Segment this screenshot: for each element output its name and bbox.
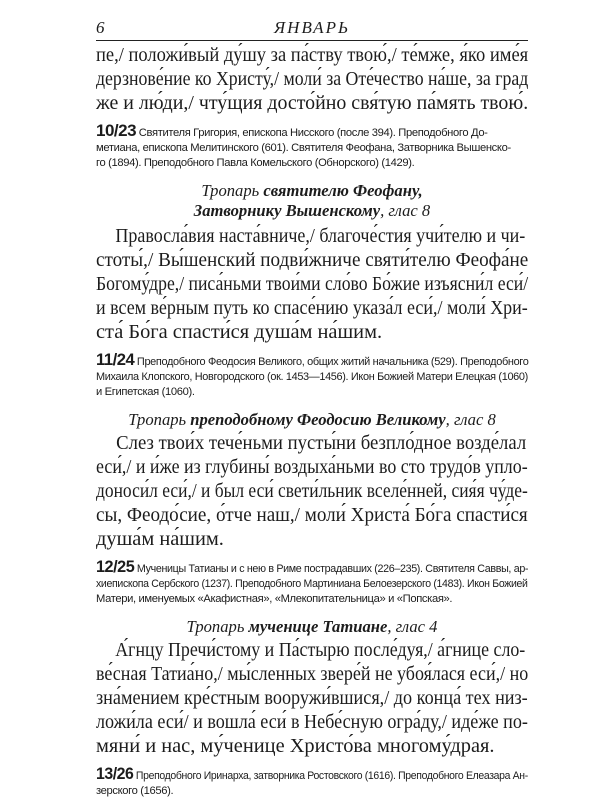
troparion-heading-tatiana: Тропарь мученице Татиане, глас 4 xyxy=(186,617,438,637)
prayer-line: пе,/ положи́вый ду́шу за па́ству твою́,/ те́мже, я́ко име́я xyxy=(96,44,529,66)
month-title: ЯНВАРЬ xyxy=(274,18,350,37)
prayer-line: мяни́ и нас, му́ченице Христо́ва многому́драя. xyxy=(96,734,495,757)
commemoration-line: хиепископа Сербского (1237). Преподобного Мартиниана Белоезерского (1483). Икон Божией xyxy=(96,578,528,591)
prayer-line: Богому́дре,/ писа́ньми твои́ми сло́во Бо́жие изъясни́л еси́/ xyxy=(96,272,529,295)
prayer-text-continued xyxy=(96,44,528,115)
prayer-line: доноси́л еси́,/ и был еси́ свети́льник вселе́нней, сия́я чу́де- xyxy=(96,479,528,502)
troparion-heading-feodosy: Тропарь преподобному Феодосию Великому, глас 8 xyxy=(128,410,496,430)
prayer-line: же и лю́ди,/ чту́щия досто́йно свя́тую па́мять твою́. xyxy=(96,91,529,114)
page-content xyxy=(96,44,528,799)
page-number: 6 xyxy=(96,18,105,37)
day-commemoration-12 xyxy=(96,559,528,607)
commemoration-line: зерского (1656). xyxy=(96,785,174,798)
prayer-line: еси́,/ и и́же из глубины́ воздыха́ньми во сто трудо́в упло- xyxy=(96,456,528,479)
troparion-text-feofan xyxy=(96,225,528,344)
commemoration-line: го (1894). Преподобного Павла Комельского (Обнорского) (1429). xyxy=(96,157,415,170)
prayer-line: ложи́ла еси́/ и вошла́ еси́ в Небе́сную огра́ду,/ иде́же по- xyxy=(96,710,528,733)
troparion-text-tatiana xyxy=(96,639,528,758)
date-number: 12/25 xyxy=(96,557,135,577)
commemoration-line: Матери, именуемых «Акафистная», «Млекопитательница» и «Попская». xyxy=(96,593,453,606)
commemoration-line: Святителя Григория, епископа Нисского (после 394). Преподобного До- xyxy=(136,127,488,140)
prayer-line: Правосла́вия наста́вниче,/ благоче́стия учи́телю и чи- xyxy=(115,225,526,248)
commemoration-line: Преподобного Иринарха, затворника Ростовского (1616). Преподобного Елеазара Ан- xyxy=(133,770,528,783)
commemoration-line: Преподобного Феодосия Великого, общих житий начальника (529). Преподобного xyxy=(134,356,529,369)
commemoration-line: Михаила Клопского, Новгородского (ок. 1453—1456). Икон Божией Матери Елецкая (1060) xyxy=(96,371,528,384)
prayer-line: ве́сная Татиа́но,/ мы́сленных звере́й не убоя́лася еси́,/ но xyxy=(96,663,529,686)
prayer-line: А́гнцу Пречи́стому и Па́стырю после́дуя,/ а́гнице сло- xyxy=(115,639,526,662)
troparion-heading-feofan: Тропарь святителю Феофану, Затворнику Вышенскому, глас 8 xyxy=(193,181,431,221)
prayer-line: и всем ве́рным путь ко спасе́нию указа́л еси́,/ моли́ Хри- xyxy=(96,296,528,319)
prayer-line: сы, Феодо́сие, о́тче наш,/ моли́ Христа́ Бо́га спасти́ся xyxy=(96,503,528,526)
commemoration-line: метиана, епископа Мелитинского (601). Святителя Феофана, Затворника Вышенско- xyxy=(96,142,511,155)
prayer-line: дерзнове́ние ко Христу́,/ моли́ за Оте́чество на́ше, за град xyxy=(96,67,529,90)
day-commemoration-10 xyxy=(96,123,528,171)
commemoration-line: Мученицы Татианы и с нею в Риме пострадавших (226–235). Святителя Саввы, ар- xyxy=(134,563,529,576)
day-commemoration-11 xyxy=(96,352,528,400)
prayer-line: душа́м на́шим. xyxy=(96,527,224,550)
date-number: 11/24 xyxy=(96,350,135,370)
running-header xyxy=(96,18,528,40)
commemoration-line: и Египетская (1060). xyxy=(96,386,195,399)
date-number: 13/26 xyxy=(96,764,134,784)
header-rule xyxy=(96,40,528,41)
prayer-line: Слез твои́х тече́ньми пусты́ни безпло́дное возде́лал xyxy=(116,432,527,455)
date-number: 10/23 xyxy=(96,121,137,141)
troparion-text-feodosy xyxy=(96,432,528,551)
prayer-line: зна́мением кре́стным вооружи́вшися,/ до конца́ тех низ- xyxy=(96,686,528,709)
prayer-line: стоты́,/ Вы́шенский подви́жниче святи́телю Феофа́не xyxy=(96,249,529,272)
day-commemoration-13 xyxy=(96,766,528,799)
prayer-line: ста́ Бо́га спасти́ся душа́м на́шим. xyxy=(96,320,383,343)
